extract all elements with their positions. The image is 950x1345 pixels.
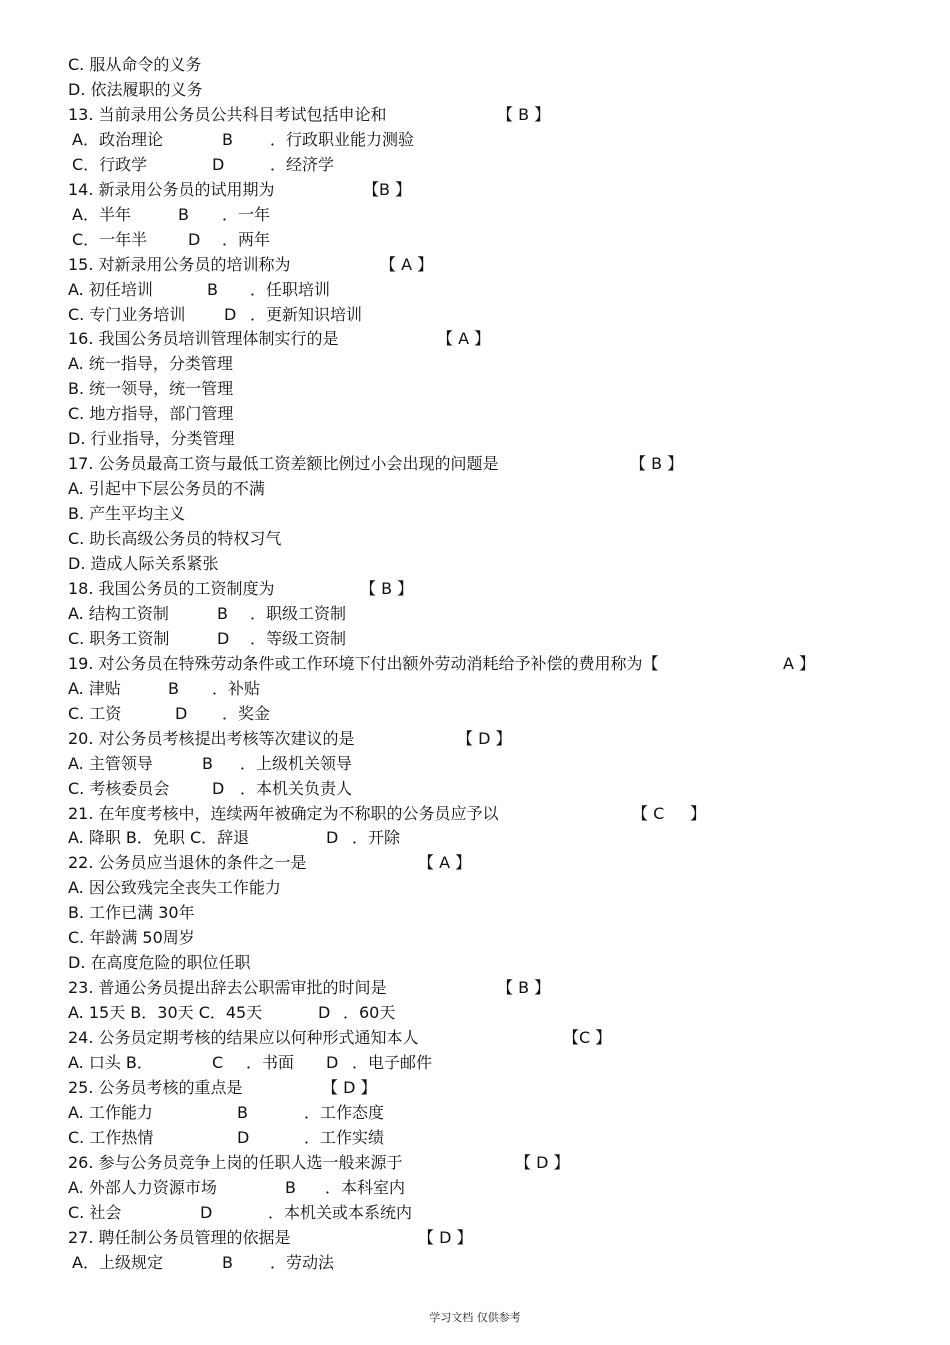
- line-segment: D. 行业指导，分类管理: [68, 429, 235, 449]
- text-line: [0, 925, 950, 950]
- line-segment: 23. 普通公务员提出辞去公职需审批的时间是: [68, 978, 387, 998]
- text-line: [0, 77, 950, 102]
- text-line: [0, 726, 950, 751]
- text-line: [0, 426, 950, 451]
- text-line: [0, 626, 950, 651]
- line-segment: D. 依法履职的义务: [68, 80, 203, 99]
- line-segment: 【 C: [632, 803, 665, 823]
- text-line: [0, 1150, 950, 1175]
- line-segment: B: [168, 678, 179, 698]
- text-line: [0, 1125, 950, 1150]
- line-segment: ．上级机关领导: [240, 753, 353, 773]
- line-segment: A. 初任培训: [68, 279, 153, 299]
- line-segment: D: [326, 828, 339, 848]
- text-line: [0, 476, 950, 501]
- line-segment: C. 工作热情: [68, 1127, 154, 1147]
- text-line: [0, 875, 950, 900]
- text-line: [0, 551, 950, 576]
- line-segment: A 】: [783, 653, 816, 673]
- text-line: [0, 900, 950, 925]
- line-segment: D. 造成人际关系紧张: [68, 554, 219, 573]
- line-segment: 【 B 】: [630, 454, 684, 474]
- line-segment: D: [217, 628, 230, 648]
- line-segment: ．奖金: [222, 703, 271, 723]
- line-segment: 【 B 】: [497, 978, 551, 998]
- line-segment: 【C 】: [563, 1028, 612, 1047]
- text-line: [0, 401, 950, 426]
- text-line: [0, 277, 950, 302]
- line-segment: B: [217, 603, 228, 623]
- text-line: [0, 1075, 950, 1100]
- line-segment: A. 因公致残完全丧失工作能力: [68, 878, 281, 898]
- line-segment: C. 地方指导，部门管理: [68, 404, 234, 424]
- line-segment: ．书面: [246, 1053, 295, 1072]
- line-segment: C: [212, 1053, 224, 1072]
- line-segment: 】: [690, 803, 707, 823]
- line-segment: 19. 对公务员在特殊劳动条件或工作环境下付出额外劳动消耗给予补偿的费用称为【: [68, 653, 659, 673]
- line-segment: D. 在高度危险的职位任职: [68, 953, 251, 973]
- text-line: [0, 52, 950, 77]
- text-line: [0, 526, 950, 551]
- text-line: [0, 202, 950, 227]
- text-line: [0, 376, 950, 401]
- line-segment: B: [178, 204, 189, 224]
- text-line: [0, 801, 950, 826]
- line-segment: ．60天: [343, 1003, 396, 1023]
- line-segment: C. 职务工资制: [68, 628, 170, 648]
- line-segment: 16. 我国公务员培训管理体制实行的是: [68, 329, 339, 349]
- line-segment: ．两年: [222, 229, 271, 249]
- line-segment: ．本机关或本系统内: [268, 1202, 413, 1222]
- line-segment: 27. 聘任制公务员管理的依据是: [68, 1227, 291, 1247]
- text-line: [0, 651, 950, 676]
- line-segment: B: [237, 1102, 248, 1122]
- line-segment: C. 助长高级公务员的特权习气: [68, 529, 282, 548]
- line-segment: A. 引起中下层公务员的不满: [68, 479, 265, 499]
- line-segment: ．本机关负责人: [240, 778, 353, 798]
- line-segment: A. 统一指导，分类管理: [68, 354, 233, 374]
- line-segment: 【 A 】: [380, 254, 434, 274]
- line-segment: D: [188, 229, 201, 249]
- line-segment: D: [200, 1202, 213, 1222]
- line-segment: D: [318, 1003, 331, 1023]
- line-segment: 【 D 】: [322, 1077, 377, 1097]
- line-segment: A．上级规定: [72, 1252, 163, 1272]
- line-segment: B. 工作已满 30年: [68, 903, 195, 923]
- line-segment: B. 统一领导，统一管理: [68, 379, 234, 399]
- text-line: [0, 776, 950, 801]
- text-line: [0, 326, 950, 351]
- line-segment: 18. 我国公务员的工资制度为: [68, 578, 275, 598]
- line-segment: C. 工资: [68, 703, 122, 723]
- text-line: [0, 1100, 950, 1125]
- line-segment: A. 津贴: [68, 678, 121, 698]
- line-segment: C．行政学: [72, 154, 148, 174]
- text-line: [0, 1025, 950, 1050]
- line-segment: ．工作态度: [304, 1102, 385, 1122]
- text-line: [0, 825, 950, 850]
- line-segment: 25. 公务员考核的重点是: [68, 1077, 243, 1097]
- line-segment: A. 主管领导: [68, 753, 153, 773]
- text-line: [0, 676, 950, 701]
- line-segment: 24. 公务员定期考核的结果应以何种形式通知本人: [68, 1028, 419, 1047]
- line-segment: C. 服从命令的义务: [68, 55, 202, 74]
- text-line: [0, 501, 950, 526]
- line-segment: B. 产生平均主义: [68, 504, 186, 524]
- line-segment: B: [222, 129, 233, 149]
- line-segment: A. 降职 B．免职 C．辞退: [68, 828, 250, 848]
- line-segment: ．一年: [222, 204, 271, 224]
- text-line: [0, 177, 950, 202]
- line-segment: D: [212, 778, 225, 798]
- line-segment: ．电子邮件: [352, 1053, 433, 1072]
- text-line: [0, 701, 950, 726]
- text-line: [0, 451, 950, 476]
- text-line: [0, 227, 950, 252]
- text-line: [0, 1000, 950, 1025]
- line-segment: B: [285, 1177, 296, 1197]
- line-segment: C. 年龄满 50周岁: [68, 928, 195, 948]
- line-segment: 【 A 】: [437, 329, 491, 349]
- text-line: [0, 302, 950, 327]
- line-segment: ．职级工资制: [250, 603, 347, 623]
- text-line: [0, 127, 950, 152]
- text-line: [0, 1225, 950, 1250]
- line-segment: D: [237, 1127, 250, 1147]
- line-segment: A. 结构工资制: [68, 603, 169, 623]
- line-segment: C. 专门业务培训: [68, 304, 186, 324]
- text-line: [0, 252, 950, 277]
- line-segment: D: [326, 1053, 339, 1072]
- line-segment: 20. 对公务员考核提出考核等次建议的是: [68, 728, 355, 748]
- line-segment: ．劳动法: [270, 1252, 335, 1272]
- line-segment: B: [222, 1252, 233, 1272]
- text-line: [0, 751, 950, 776]
- line-segment: D: [212, 154, 225, 174]
- line-segment: ．开除: [352, 828, 401, 848]
- line-segment: 13. 当前录用公务员公共科目考试包括申论和: [68, 104, 387, 124]
- text-line: [0, 850, 950, 875]
- line-segment: C. 考核委员会: [68, 778, 170, 798]
- line-segment: C．一年半: [72, 229, 148, 249]
- line-segment: A. 15天 B．30天 C．45天: [68, 1003, 263, 1023]
- line-segment: 【 D 】: [457, 728, 512, 748]
- line-segment: A. 外部人力资源市场: [68, 1177, 217, 1197]
- text-line: [0, 601, 950, 626]
- line-segment: ．行政职业能力测验: [270, 129, 415, 149]
- line-segment: A．半年: [72, 204, 131, 224]
- text-line: [0, 1200, 950, 1225]
- page-footer: 学习文档 仅供参考: [429, 1311, 521, 1324]
- line-segment: A．政治理论: [72, 129, 163, 149]
- text-line: [0, 950, 950, 975]
- line-segment: ．经济学: [270, 154, 335, 174]
- line-segment: 14. 新录用公务员的试用期为: [68, 179, 275, 199]
- text-line: [0, 975, 950, 1000]
- line-segment: ．本科室内: [325, 1177, 406, 1197]
- line-segment: 【 D 】: [418, 1227, 473, 1247]
- text-line: [0, 576, 950, 601]
- line-segment: 【 B 】: [497, 104, 551, 124]
- line-segment: 26. 参与公务员竞争上岗的任职人选一般来源于: [68, 1152, 403, 1172]
- line-segment: ．任职培训: [250, 279, 331, 299]
- text-line: [0, 1250, 950, 1275]
- line-segment: 【 B 】: [360, 578, 414, 598]
- line-segment: 15. 对新录用公务员的培训称为: [68, 254, 291, 274]
- line-segment: 17. 公务员最高工资与最低工资差额比例过小会出现的问题是: [68, 454, 499, 474]
- line-segment: ．等级工资制: [250, 628, 347, 648]
- line-segment: 【B 】: [363, 179, 412, 199]
- line-segment: D: [224, 304, 237, 324]
- text-line: [0, 1050, 950, 1075]
- line-segment: ．补贴: [212, 678, 261, 698]
- line-segment: 21. 在年度考核中，连续两年被确定为不称职的公务员应予以: [68, 803, 499, 823]
- line-segment: D: [175, 703, 188, 723]
- line-segment: B: [202, 753, 213, 773]
- line-segment: A. 工作能力: [68, 1102, 153, 1122]
- line-segment: A. 口头 B．: [68, 1053, 153, 1072]
- line-segment: B: [207, 279, 218, 299]
- text-line: [0, 152, 950, 177]
- text-line: [0, 351, 950, 376]
- line-segment: 【 A 】: [418, 853, 472, 873]
- line-segment: C. 社会: [68, 1202, 122, 1222]
- line-segment: 【 D 】: [515, 1152, 570, 1172]
- text-line: [0, 102, 950, 127]
- line-segment: 22. 公务员应当退休的条件之一是: [68, 853, 307, 873]
- text-line: [0, 1175, 950, 1200]
- line-segment: ．工作实绩: [304, 1127, 385, 1147]
- line-segment: ．更新知识培训: [250, 304, 363, 324]
